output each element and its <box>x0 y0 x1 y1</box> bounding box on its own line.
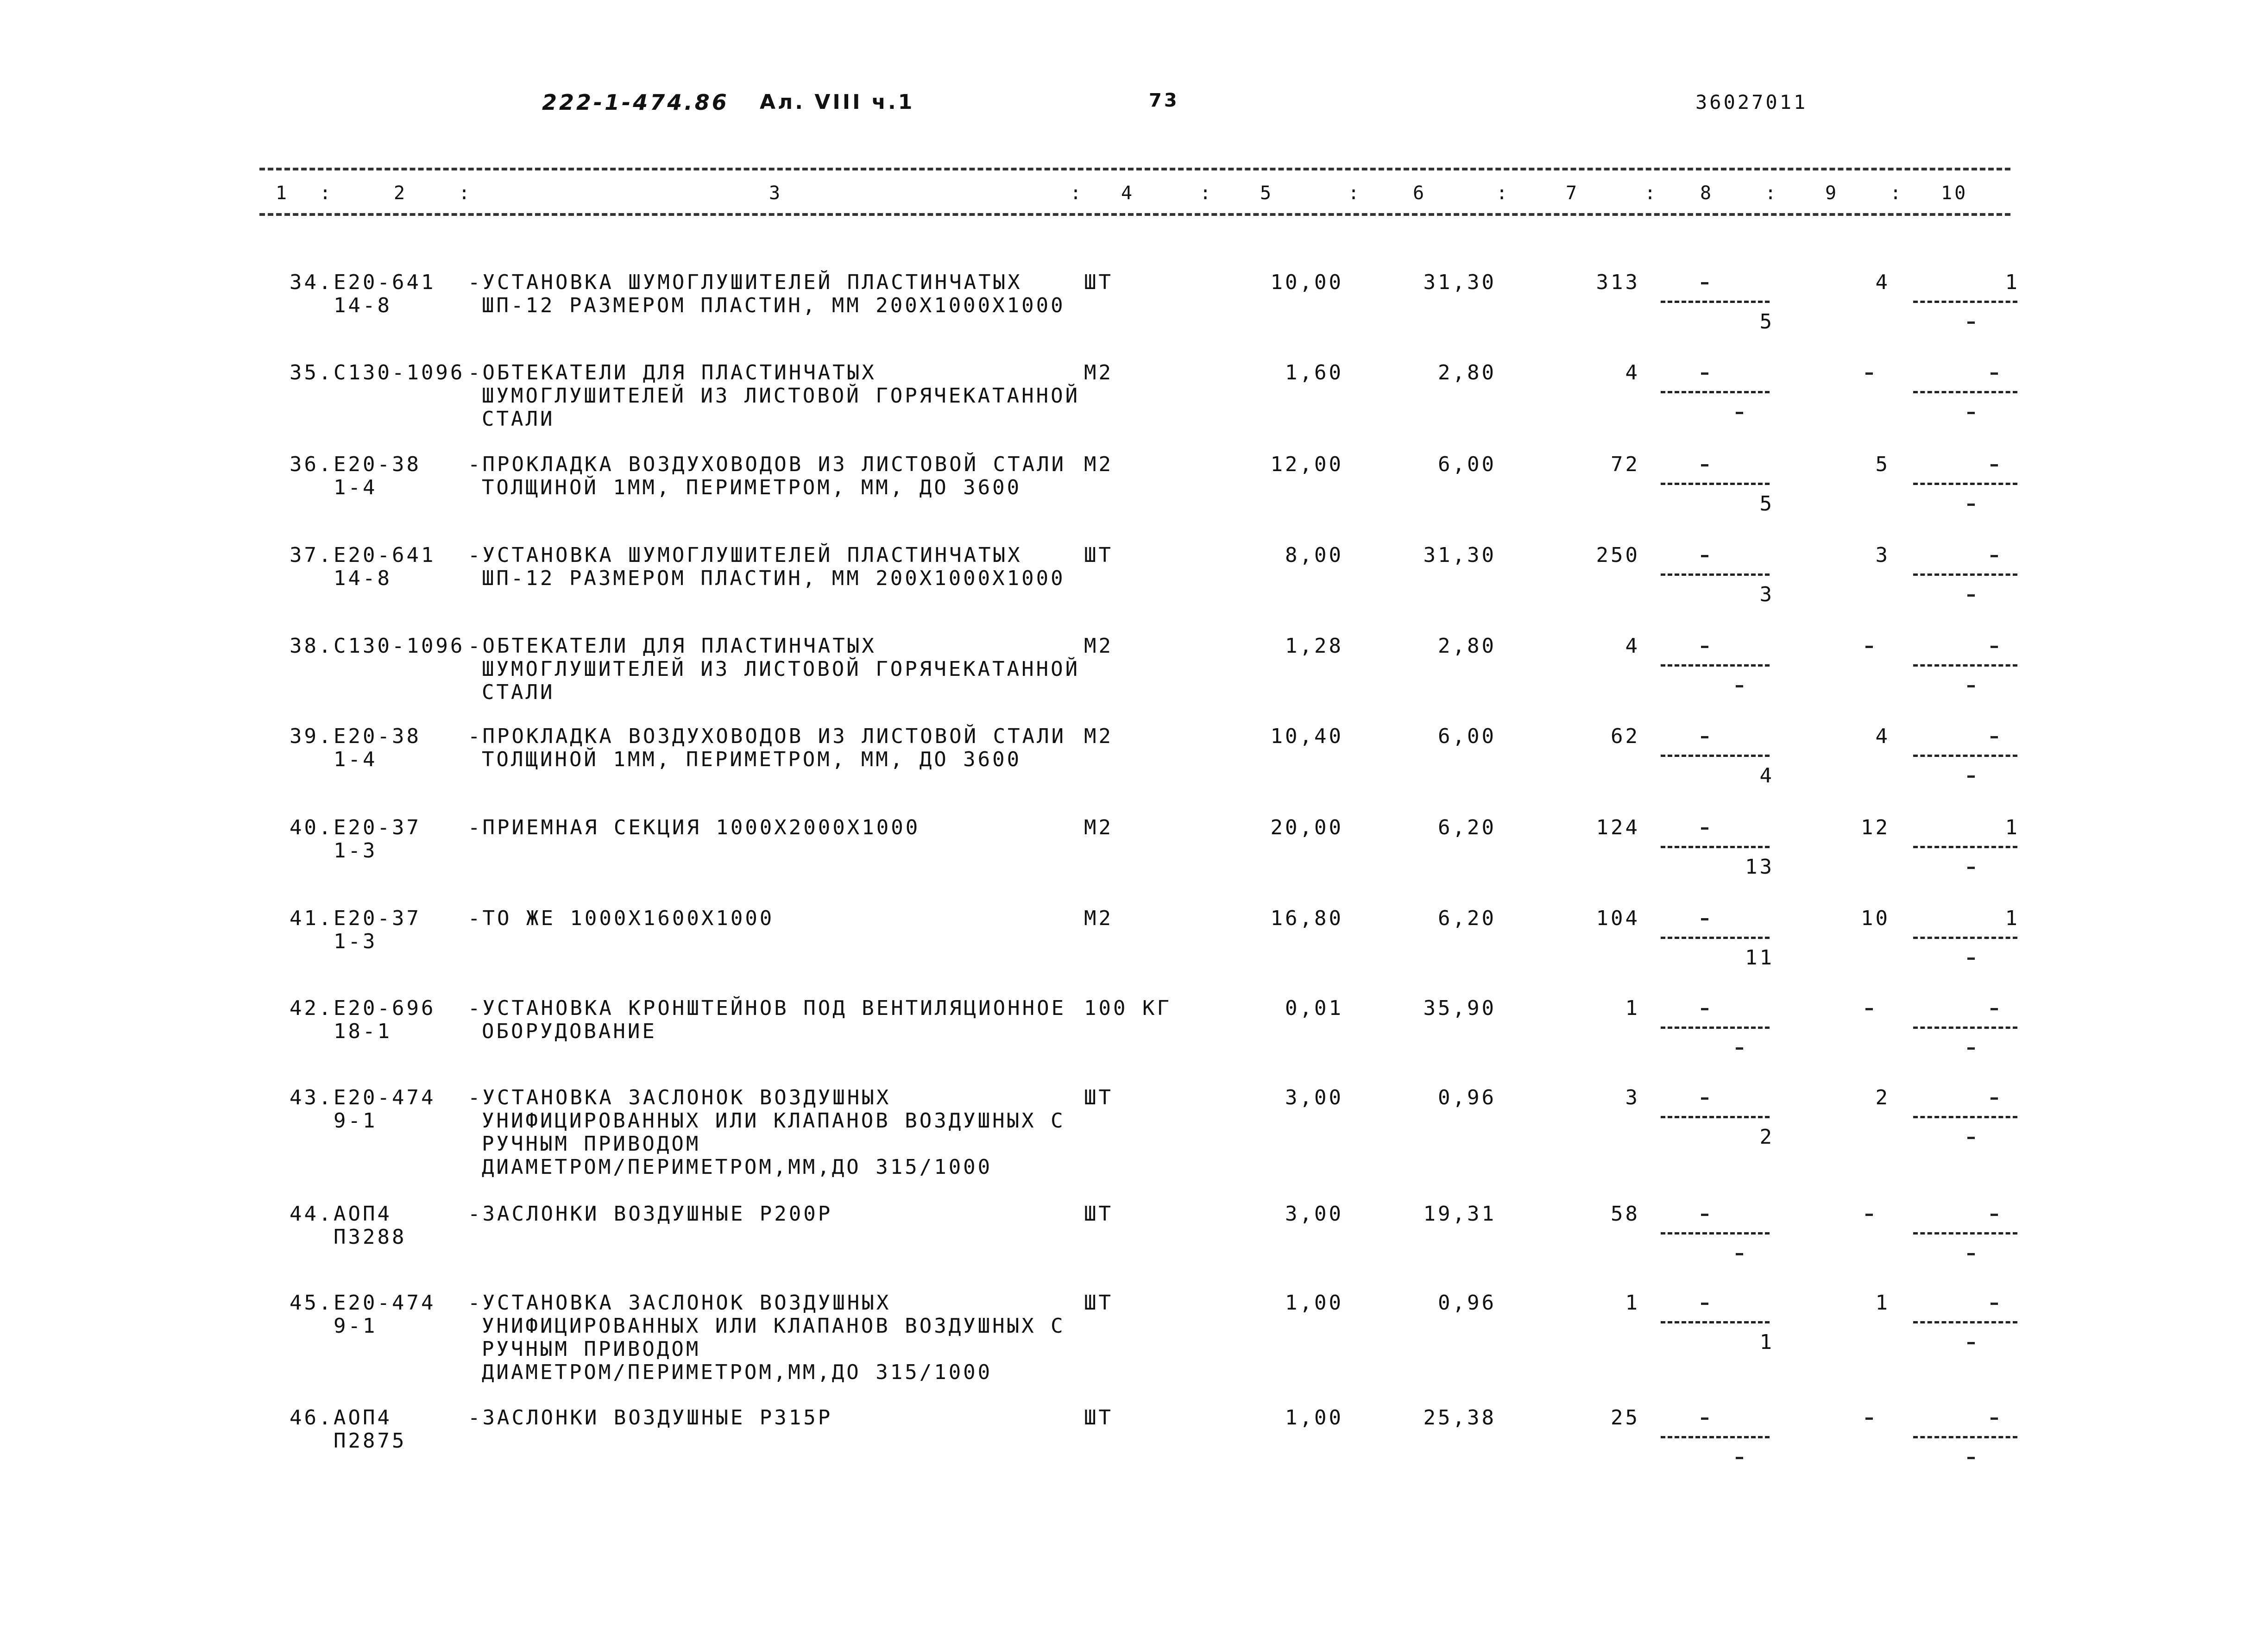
col10-bottom-value <box>1967 1137 1975 1139</box>
col8-bottom-value: 1 <box>1759 1330 1774 1354</box>
quantity: 16,80 <box>1270 907 1343 930</box>
unit-of-measure: ШТ <box>1084 543 1113 567</box>
col10-bottom-value <box>1967 685 1975 687</box>
col10-fraction-line <box>1913 1027 2017 1029</box>
col10-bottom-value <box>1967 1253 1975 1255</box>
col10-top-value: 1 <box>2005 907 2020 930</box>
work-description: -ПРИЕМНАЯ СЕКЦИЯ 1000X2000X1000 <box>468 816 920 839</box>
work-description: -ЗАСЛОНКИ ВОЗДУШНЫЕ Р315Р <box>468 1406 833 1430</box>
work-description: РУЧНЫМ ПРИВОДОМ <box>482 1337 701 1361</box>
col9-value: 10 <box>1861 907 1890 930</box>
quantity: 3,00 <box>1285 1202 1343 1226</box>
unit-price: 2,80 <box>1438 361 1496 384</box>
col8-bottom-value <box>1736 1047 1743 1050</box>
col10-bottom-value <box>1967 867 1975 869</box>
work-description: -ТО ЖЕ 1000X1600X1000 <box>468 907 775 930</box>
work-description: -ЗАСЛОНКИ ВОЗДУШНЫЕ Р200Р <box>468 1202 833 1226</box>
row-number: 45. <box>290 1291 334 1315</box>
col8-top-value <box>1701 555 1708 557</box>
quantity: 8,00 <box>1285 543 1343 567</box>
rate-code-subline: 14-8 <box>334 294 392 317</box>
work-description: ШП-12 РАЗМЕРОМ ПЛАСТИН, ММ 200X1000X1000 <box>482 294 1065 317</box>
column-separator: : <box>1496 183 1510 204</box>
work-description: -ПРОКЛАДКА ВОЗДУХОВОДОВ ИЗ ЛИСТОВОЙ СТАЛИ <box>468 724 1066 748</box>
unit-of-measure: 100 КГ <box>1084 996 1172 1020</box>
col10-bottom-value <box>1967 504 1975 506</box>
rate-code-subline: П3288 <box>334 1225 407 1249</box>
unit-of-measure: М2 <box>1084 634 1113 658</box>
col8-bottom-value: 5 <box>1759 492 1774 516</box>
unit-price: 6,20 <box>1438 907 1496 930</box>
col8-fraction-line <box>1661 1436 1770 1438</box>
column-separator: : <box>1644 183 1658 204</box>
total-cost: 4 <box>1625 634 1640 658</box>
unit-of-measure: ШТ <box>1084 1406 1113 1430</box>
col10-fraction-line <box>1913 301 2017 303</box>
column-separator: : <box>1348 183 1362 204</box>
rate-code-subline: П2875 <box>334 1429 407 1453</box>
column-header-5: 5 <box>1260 183 1274 204</box>
rate-code: Е20-474 <box>334 1086 436 1109</box>
total-cost: 25 <box>1611 1406 1640 1430</box>
col8-top-value <box>1701 1008 1708 1010</box>
col9-value: 4 <box>1875 724 1890 748</box>
work-description: -ОБТЕКАТЕЛИ ДЛЯ ПЛАСТИНЧАТЫХ <box>468 361 876 384</box>
unit-price: 6,00 <box>1438 724 1496 748</box>
col8-top-value <box>1701 282 1708 284</box>
work-description: СТАЛИ <box>482 407 555 431</box>
column-header-7: 7 <box>1566 183 1580 204</box>
row-number: 37. <box>290 543 334 567</box>
work-description: УНИФИЦИРОВАННЫХ ИЛИ КЛАПАНОВ ВОЗДУШНЫХ С <box>482 1109 1065 1133</box>
row-number: 46. <box>290 1406 334 1430</box>
col8-bottom-value: 5 <box>1759 310 1774 334</box>
col8-top-value <box>1701 736 1708 738</box>
rate-code-subline: 18-1 <box>334 1020 392 1043</box>
total-cost: 1 <box>1625 1291 1640 1315</box>
rate-code: Е20-38 <box>334 724 421 748</box>
col8-fraction-line <box>1661 1232 1770 1234</box>
col8-bottom-value: 11 <box>1745 946 1774 970</box>
unit-of-measure: М2 <box>1084 361 1113 384</box>
unit-of-measure: М2 <box>1084 724 1113 748</box>
rate-code: Е20-38 <box>334 453 421 476</box>
col9-value <box>1865 1214 1873 1216</box>
row-number: 39. <box>290 724 334 748</box>
column-header-8: 8 <box>1700 183 1714 204</box>
col8-bottom-value: 3 <box>1759 583 1774 606</box>
quantity: 1,60 <box>1285 361 1343 384</box>
col8-fraction-line <box>1661 1116 1770 1118</box>
work-description: -ПРОКЛАДКА ВОЗДУХОВОДОВ ИЗ ЛИСТОВОЙ СТАЛИ <box>468 453 1066 476</box>
total-cost: 4 <box>1625 361 1640 384</box>
column-header-2: 2 <box>394 183 408 204</box>
work-description: ШУМОГЛУШИТЕЛЕЙ ИЗ ЛИСТОВОЙ ГОРЯЧЕКАТАННОЙ <box>482 657 1080 681</box>
col9-value: 4 <box>1875 271 1890 294</box>
album-label: Ал. VIII ч.1 <box>760 90 915 114</box>
col8-bottom-value: 13 <box>1745 855 1774 879</box>
column-header-6: 6 <box>1413 183 1427 204</box>
row-number: 40. <box>290 816 334 839</box>
col10-bottom-value <box>1967 412 1975 414</box>
col8-fraction-line <box>1661 573 1770 576</box>
col10-top-value <box>1991 1303 1998 1305</box>
col8-top-value <box>1701 372 1708 375</box>
table-top-rule <box>259 168 2010 170</box>
work-description: ДИАМЕТРОМ/ПЕРИМЕТРОМ,ММ,ДО 315/1000 <box>482 1360 993 1384</box>
col8-fraction-line <box>1661 1027 1770 1029</box>
work-description: -УСТАНОВКА ШУМОГЛУШИТЕЛЕЙ ПЛАСТИНЧАТЫХ <box>468 271 1022 294</box>
col8-top-value <box>1701 1417 1708 1420</box>
col8-bottom-value: 4 <box>1759 764 1774 787</box>
col10-bottom-value <box>1967 775 1975 778</box>
column-separator: : <box>320 183 334 204</box>
col8-top-value <box>1701 1214 1708 1216</box>
rate-code: Е20-37 <box>334 907 421 930</box>
col8-bottom-value: 2 <box>1759 1125 1774 1149</box>
unit-of-measure: М2 <box>1084 816 1113 839</box>
rate-code: Е20-696 <box>334 996 436 1020</box>
work-description: ШП-12 РАЗМЕРОМ ПЛАСТИН, ММ 200X1000X1000 <box>482 567 1065 590</box>
col10-bottom-value <box>1967 321 1975 324</box>
column-separator: : <box>1070 183 1084 204</box>
col10-top-value <box>1991 736 1998 738</box>
rate-code-subline: 1-3 <box>334 839 378 863</box>
work-description: ОБОРУДОВАНИЕ <box>482 1020 657 1043</box>
col8-bottom-value <box>1736 1457 1743 1459</box>
work-description: ТОЛЩИНОЙ 1ММ, ПЕРИМЕТРОМ, ММ, ДО 3600 <box>482 748 1022 771</box>
row-number: 44. <box>290 1202 334 1226</box>
work-description: ШУМОГЛУШИТЕЛЕЙ ИЗ ЛИСТОВОЙ ГОРЯЧЕКАТАННОЙ <box>482 384 1080 408</box>
unit-price: 25,38 <box>1423 1406 1496 1430</box>
column-header-4: 4 <box>1121 183 1135 204</box>
col8-fraction-line <box>1661 483 1770 485</box>
unit-price: 2,80 <box>1438 634 1496 658</box>
col8-top-value <box>1701 464 1708 466</box>
column-header-1: 1 <box>276 183 290 204</box>
rate-code: Е20-474 <box>334 1291 436 1315</box>
work-description: УНИФИЦИРОВАННЫХ ИЛИ КЛАПАНОВ ВОЗДУШНЫХ С <box>482 1314 1065 1338</box>
total-cost: 72 <box>1611 453 1640 476</box>
rate-code-subline: 9-1 <box>334 1314 378 1338</box>
rate-code: АОП4 <box>334 1406 392 1430</box>
col8-bottom-value <box>1736 412 1743 414</box>
col10-bottom-value <box>1967 1457 1975 1459</box>
work-description: СТАЛИ <box>482 680 555 704</box>
col9-value <box>1865 372 1873 375</box>
total-cost: 250 <box>1596 543 1640 567</box>
rate-code: С130-1096 <box>334 634 465 658</box>
col9-value: 12 <box>1861 816 1890 839</box>
col10-fraction-line <box>1913 755 2017 757</box>
col10-fraction-line <box>1913 483 2017 485</box>
work-description: ТОЛЩИНОЙ 1ММ, ПЕРИМЕТРОМ, ММ, ДО 3600 <box>482 476 1022 499</box>
col9-value: 5 <box>1875 453 1890 476</box>
unit-of-measure: ШТ <box>1084 1086 1113 1109</box>
work-description: РУЧНЫМ ПРИВОДОМ <box>482 1132 701 1156</box>
work-description: -УСТАНОВКА КРОНШТЕЙНОВ ПОД ВЕНТИЛЯЦИОННОЕ <box>468 996 1066 1020</box>
col10-top-value: 1 <box>2005 271 2020 294</box>
unit-price: 6,00 <box>1438 453 1496 476</box>
col8-fraction-line <box>1661 937 1770 939</box>
col10-bottom-value <box>1967 1342 1975 1344</box>
quantity: 3,00 <box>1285 1086 1343 1109</box>
row-number: 36. <box>290 453 334 476</box>
col10-fraction-line <box>1913 573 2017 576</box>
col8-bottom-value <box>1736 685 1743 687</box>
col9-value <box>1865 1417 1873 1420</box>
work-description: -ОБТЕКАТЕЛИ ДЛЯ ПЛАСТИНЧАТЫХ <box>468 634 876 658</box>
row-number: 38. <box>290 634 334 658</box>
col10-top-value <box>1991 1008 1998 1010</box>
col10-top-value <box>1991 1417 1998 1420</box>
col10-fraction-line <box>1913 846 2017 848</box>
unit-price: 31,30 <box>1423 271 1496 294</box>
col8-fraction-line <box>1661 301 1770 303</box>
row-number: 34. <box>290 271 334 294</box>
document-code: 222-1-474.86 <box>542 90 729 115</box>
rate-code-subline: 9-1 <box>334 1109 378 1133</box>
total-cost: 3 <box>1625 1086 1640 1109</box>
col10-top-value: 1 <box>2005 816 2020 839</box>
unit-price: 0,96 <box>1438 1291 1496 1315</box>
total-cost: 1 <box>1625 996 1640 1020</box>
row-number: 41. <box>290 907 334 930</box>
unit-of-measure: М2 <box>1084 907 1113 930</box>
col10-fraction-line <box>1913 664 2017 667</box>
quantity: 12,00 <box>1270 453 1343 476</box>
quantity: 0,01 <box>1285 996 1343 1020</box>
col10-bottom-value <box>1967 1047 1975 1050</box>
unit-of-measure: М2 <box>1084 453 1113 476</box>
unit-price: 0,96 <box>1438 1086 1496 1109</box>
col10-fraction-line <box>1913 1321 2017 1323</box>
rate-code: Е20-641 <box>334 271 436 294</box>
col8-fraction-line <box>1661 755 1770 757</box>
col10-top-value <box>1991 464 1998 466</box>
rate-code-subline: 1-3 <box>334 930 378 953</box>
col9-value <box>1865 1008 1873 1010</box>
total-cost: 62 <box>1611 724 1640 748</box>
work-description: -УСТАНОВКА ЗАСЛОНОК ВОЗДУШНЫХ <box>468 1086 891 1109</box>
column-separator: : <box>459 183 472 204</box>
column-separator: : <box>1765 183 1779 204</box>
col9-value: 3 <box>1875 543 1890 567</box>
col8-bottom-value <box>1736 1253 1743 1255</box>
col10-bottom-value <box>1967 957 1975 960</box>
work-description: -УСТАНОВКА ЗАСЛОНОК ВОЗДУШНЫХ <box>468 1291 891 1315</box>
col10-fraction-line <box>1913 391 2017 393</box>
rate-code-subline: 1-4 <box>334 748 378 771</box>
rate-code-subline: 1-4 <box>334 476 378 499</box>
col9-value: 2 <box>1875 1086 1890 1109</box>
col10-top-value <box>1991 1097 1998 1100</box>
col8-top-value <box>1701 1097 1708 1100</box>
rate-code: Е20-641 <box>334 543 436 567</box>
quantity: 10,00 <box>1270 271 1343 294</box>
work-description: ДИАМЕТРОМ/ПЕРИМЕТРОМ,ММ,ДО 315/1000 <box>482 1155 993 1179</box>
total-cost: 58 <box>1611 1202 1640 1226</box>
col8-top-value <box>1701 918 1708 920</box>
rate-code: С130-1096 <box>334 361 465 384</box>
unit-price: 6,20 <box>1438 816 1496 839</box>
row-number: 35. <box>290 361 334 384</box>
table-header-rule <box>259 213 2010 216</box>
rate-code: Е20-37 <box>334 816 421 839</box>
column-header-10: 10 <box>1941 183 1968 204</box>
sheet-code: 36027011 <box>1695 91 1808 113</box>
column-header-9: 9 <box>1825 183 1839 204</box>
total-cost: 124 <box>1596 816 1640 839</box>
unit-of-measure: ШТ <box>1084 271 1113 294</box>
col8-top-value <box>1701 1303 1708 1305</box>
row-number: 43. <box>290 1086 334 1109</box>
column-separator: : <box>1890 183 1904 204</box>
total-cost: 104 <box>1596 907 1640 930</box>
quantity: 10,40 <box>1270 724 1343 748</box>
total-cost: 313 <box>1596 271 1640 294</box>
unit-price: 35,90 <box>1423 996 1496 1020</box>
col8-fraction-line <box>1661 1321 1770 1323</box>
col8-fraction-line <box>1661 391 1770 393</box>
quantity: 20,00 <box>1270 816 1343 839</box>
col10-bottom-value <box>1967 594 1975 597</box>
col8-fraction-line <box>1661 846 1770 848</box>
col9-value <box>1865 646 1873 648</box>
col9-value: 1 <box>1875 1291 1890 1315</box>
col10-top-value <box>1991 1214 1998 1216</box>
quantity: 1,00 <box>1285 1291 1343 1315</box>
rate-code: АОП4 <box>334 1202 392 1226</box>
page-number: 73 <box>1149 90 1179 111</box>
col10-top-value <box>1991 646 1998 648</box>
col8-fraction-line <box>1661 664 1770 667</box>
col10-top-value <box>1991 372 1998 375</box>
column-separator: : <box>1200 183 1214 204</box>
col10-fraction-line <box>1913 1116 2017 1118</box>
col8-top-value <box>1701 646 1708 648</box>
row-number: 42. <box>290 996 334 1020</box>
col10-fraction-line <box>1913 937 2017 939</box>
quantity: 1,28 <box>1285 634 1343 658</box>
col10-fraction-line <box>1913 1436 2017 1438</box>
col10-fraction-line <box>1913 1232 2017 1234</box>
unit-of-measure: ШТ <box>1084 1291 1113 1315</box>
col8-top-value <box>1701 827 1708 830</box>
rate-code-subline: 14-8 <box>334 567 392 590</box>
quantity: 1,00 <box>1285 1406 1343 1430</box>
unit-price: 31,30 <box>1423 543 1496 567</box>
unit-price: 19,31 <box>1423 1202 1496 1226</box>
column-header-3: 3 <box>769 183 783 204</box>
work-description: -УСТАНОВКА ШУМОГЛУШИТЕЛЕЙ ПЛАСТИНЧАТЫХ <box>468 543 1022 567</box>
unit-of-measure: ШТ <box>1084 1202 1113 1226</box>
col10-top-value <box>1991 555 1998 557</box>
